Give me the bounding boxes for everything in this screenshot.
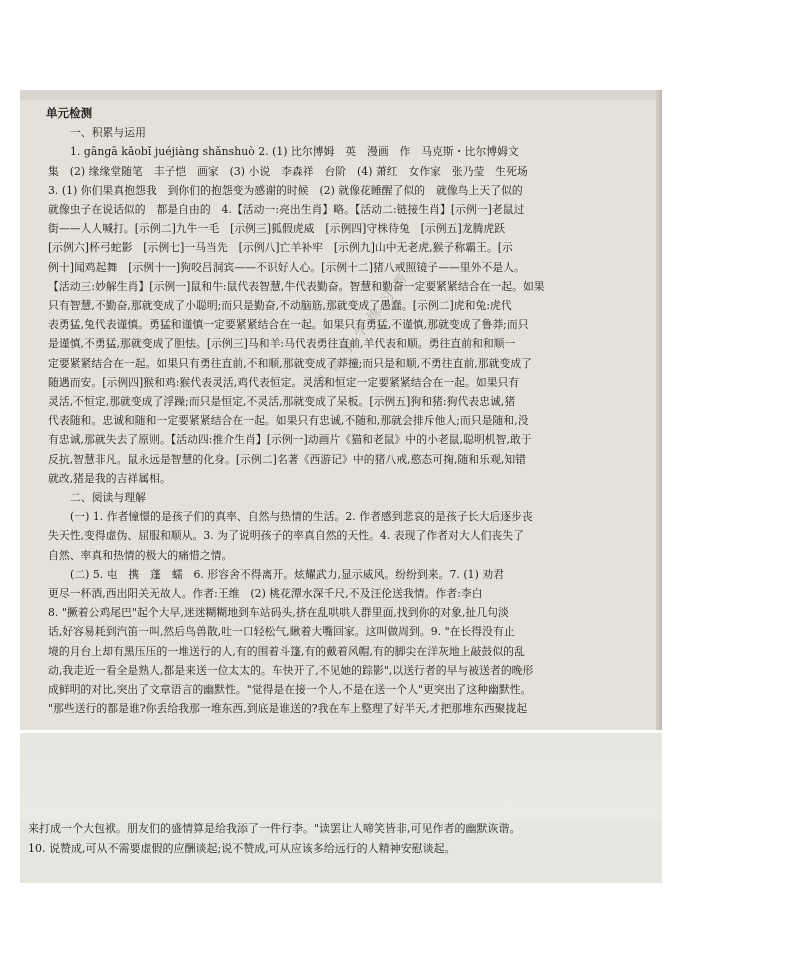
answer-line: 1. gāngā kǎobǐ juéjiàng shǎnshuò 2. (1) 比尔博姆 英 漫画 作 马克斯・比尔博姆文 bbox=[70, 145, 519, 159]
answer-text-block bbox=[48, 104, 638, 719]
page-edge-shadow bbox=[656, 90, 662, 730]
answer-line: 8. "撅着公鸡尾巴"起个大早,迷迷糊糊地到车站码头,挤在乱哄哄人群里面,找到你的对象,扯几句淡 bbox=[48, 606, 509, 620]
answer-line: 代表随和。忠诚和随和一定要紧紧结合在一起。如果只有忠诚,不随和,那就会排斥他人;而只是随和,没 bbox=[48, 414, 529, 428]
answer-line: 反抗,智慧非凡。鼠永远是智慧的化身。[示例二]名著《西游记》中的猪八戒,憨态可掬,随和乐观,知错 bbox=[48, 452, 527, 466]
answer-line: 就像虫子在说话似的 都是自由的 4.【活动一:亮出生肖】略。【活动二:链接生肖】[示例一]老鼠过 bbox=[48, 203, 525, 217]
answer-line: 成鲜明的对比,突出了文章语言的幽默性。"觉得是在接一个人,不是在送一个人"更突出了这种幽默性。 bbox=[48, 683, 532, 697]
watermark-text: 思 微 手 学 练 习 帮 bbox=[312, 270, 413, 392]
answer-line: 动,我走近一看全是熟人,都是来送一位太太的。车快开了,不见她的踪影",以送行者的早与被送者的晚形 bbox=[48, 663, 534, 677]
answer-line: 随遇而安。[示例四]猴和鸡:猴代表灵活,鸡代表恒定。灵活和恒定一定要紧紧结合在一起。如果只有 bbox=[48, 375, 520, 389]
answer-line: (二) 5. 屯 携 蓬 蠕 6. 形容舍不得离开。炫耀武力,显示威风。纷纷到来。7. (1) 劝君 bbox=[70, 567, 505, 581]
answer-line: 街——人人喊打。[示例二]九牛一毛 [示例三]狐假虎威 [示例四]守株待兔 [示例五]龙腾虎跃 bbox=[48, 222, 506, 236]
blank-page-area bbox=[20, 733, 662, 821]
answer-line: 只有智慧,不勤奋,那就变成了小聪明;而只是勤奋,不动脑筋,那就变成了愚蠢。[示例二]虎和兔:虎代 bbox=[48, 299, 512, 313]
answer-line: 失天性,变得虚伪、屈服和顺从。3. 为了说明孩子的率真自然的天性。4. 表现了作者对大人们丧失了 bbox=[48, 529, 524, 543]
textbook-page-upper bbox=[20, 90, 662, 730]
answer-line: 表勇猛,兔代表谨慎。勇猛和谨慎一定要紧紧结合在一起。如果只有勇猛,不谨慎,那就变成了鲁莽;而只 bbox=[48, 318, 529, 332]
textbook-page-lower bbox=[20, 733, 662, 883]
answer-line: 自然、率真和热情的极大的痛惜之情。 bbox=[48, 548, 233, 562]
answer-line: 来打成一个大包袱。朋友们的盛情算是给我添了一件行李。"读罢让人啼笑皆非,可见作者的幽默诙谐。 bbox=[28, 822, 521, 835]
page-top-shadow bbox=[20, 90, 662, 100]
answer-line: [示例六]杯弓蛇影 [示例七]一马当先 [示例八]亡羊补牢 [示例九]山中无老虎,猴子称霸王。[示 bbox=[48, 241, 513, 255]
answer-line: 3. (1) 你们果真抱怨我 到你们的抱怨变为感谢的时候 (2) 就像花睡醒了似的 就像鸟上天了似的 bbox=[48, 183, 523, 197]
answer-line: 有忠诚,那就失去了原则。【活动四:推介生肖】[示例一]动画片《猫和老鼠》中的小老鼠,聪明机智,敢于 bbox=[48, 433, 532, 447]
section-heading-accumulation: 一、积累与运用 bbox=[70, 126, 146, 140]
answer-line: 境的月台上却有黑压压的一堆送行的人,有的围着斗篷,有的戴着风帽,有的脚尖在洋灰地上敲鼓似的乱 bbox=[48, 644, 525, 658]
answer-line: 定要紧紧结合在一起。如果只有勇往直前,不和顺,那就变成了莽撞;而只是和顺,不勇往直前,那就变成了 bbox=[48, 356, 533, 370]
answer-text-continued bbox=[28, 819, 662, 859]
answer-line: 就改,猪是我的吉祥属相。 bbox=[48, 471, 171, 485]
answer-line: 【活动三:妙解生肖】[示例一]鼠和牛:鼠代表智慧,牛代表勤奋。智慧和勤奋一定要紧紧结合在一起。如果 bbox=[48, 279, 545, 293]
answer-line: 是谨慎,不勇猛,那就变成了胆怯。[示例三]马和羊:马代表勇往直前,羊代表和顺。勇往直前和和顺一 bbox=[48, 337, 516, 351]
answer-line: 更尽一杯酒,西出阳关无故人。作者:王维 (2) 桃花潭水深千尺,不及汪伦送我情。作者:李白 bbox=[48, 587, 483, 601]
answer-line: 话,好容易耗到汽笛一叫,然后鸟兽散,吐一口轻松气,瞅着大嘴回家。这叫做周到。9. "在长得没有止 bbox=[48, 625, 515, 639]
page-title: 单元检测 bbox=[46, 106, 93, 120]
answer-line: 灵活,不恒定,那就变成了浮躁;而只是恒定,不灵活,那就变成了呆板。[示例五]狗和猪:狗代表忠诚,猪 bbox=[48, 395, 516, 409]
answer-line: 例十]闻鸡起舞 [示例十一]狗咬吕洞宾——不识好人心。[示例十二]猪八戒照镜子——里外不是人。 bbox=[48, 260, 525, 274]
section-heading-reading: 二、阅读与理解 bbox=[70, 491, 146, 505]
answer-line: (一) 1. 作者憧憬的是孩子们的真率、自然与热情的生活。2. 作者感到悲哀的是孩子长大后逐步丧 bbox=[70, 510, 533, 524]
answer-line: 10. 说赞成,可从不需要虚假的应酬谈起;说不赞成,可从应该多给远行的人精神安慰谈起。 bbox=[28, 842, 456, 855]
answer-line: "那些送行的都是谁?你丢给我那一堆东西,到底是谁送的?我在车上整理了好半天,才把那堆东西聚拢起 bbox=[48, 702, 528, 716]
answer-line: 集 (2) 缘缘堂随笔 丰子恺 画家 (3) 小说 李森祥 台阶 (4) 萧红 女作家 张乃莹 生死场 bbox=[48, 164, 528, 178]
